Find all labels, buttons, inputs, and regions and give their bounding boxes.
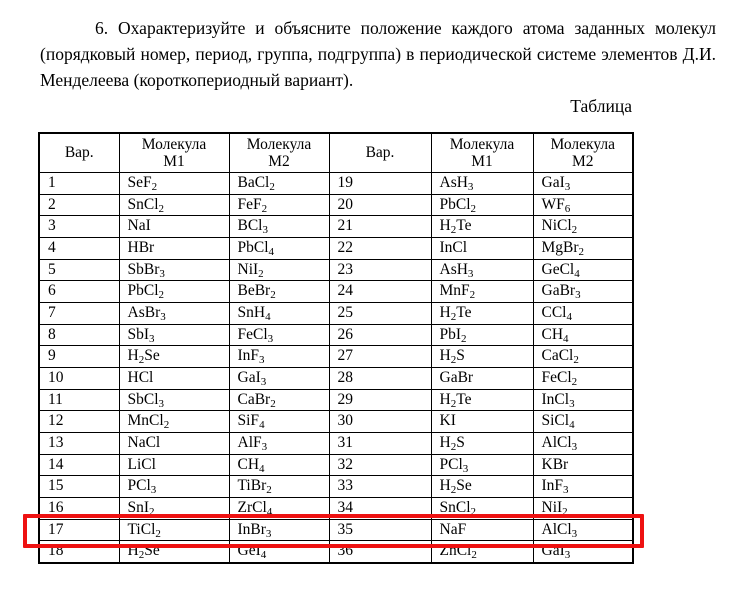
variant-cell: 29: [329, 389, 431, 411]
molecule-cell: PbCl$_4$: [229, 238, 329, 260]
molecule-cell: SnCl$_2$: [119, 194, 229, 216]
variant-cell: 17: [39, 519, 119, 541]
variant-cell: 4: [39, 238, 119, 260]
column-header-title: Молекула: [449, 135, 515, 153]
variant-cell: 5: [39, 259, 119, 281]
molecule-cell: $WF_6$: [533, 194, 633, 216]
variant-cell: 34: [329, 498, 431, 520]
problem-statement: 6. Охарактеризуйте и объясните положение каждого атома заданных молекул (порядковый номер, период, группа, подгруппа) в периодической системе элементов Д.И. Менделеева (короткопериодный вариант).: [40, 18, 716, 90]
molecule-cell: GaBr: [431, 368, 533, 390]
molecule-cell: CaBr$_2$: [229, 389, 329, 411]
variant-cell: 25: [329, 303, 431, 325]
column-header-title: Молекула: [246, 135, 312, 153]
variant-cell: 2: [39, 194, 119, 216]
molecule-cell: $CH_4$: [229, 454, 329, 476]
table-row: [39, 216, 633, 238]
molecule-cell: NaI: [119, 216, 229, 238]
molecule-cell: $H_2S$: [431, 433, 533, 455]
variant-cell: 15: [39, 476, 119, 498]
molecule-cell: SbBr$_3$: [119, 259, 229, 281]
variant-cell: 6: [39, 281, 119, 303]
variant-cell: 13: [39, 433, 119, 455]
column-header-subtitle: М1: [163, 153, 185, 170]
molecule-cell: $H_2S$: [431, 346, 533, 368]
column-header-subtitle: М2: [268, 153, 290, 170]
variant-cell: 1: [39, 173, 119, 195]
column-header-title: Вар.: [64, 144, 94, 162]
molecule-cell: LiCl: [119, 454, 229, 476]
molecule-cell: $H_2Se$: [119, 346, 229, 368]
variants-table: [38, 132, 634, 564]
variant-cell: 7: [39, 303, 119, 325]
table-row: [39, 281, 633, 303]
molecule-cell: SbI$_3$: [119, 324, 229, 346]
molecule-cell: MgBr$_2$: [533, 238, 633, 260]
molecule-cell: HBr: [119, 238, 229, 260]
molecule-cell: InCl: [431, 238, 533, 260]
table-row: [39, 411, 633, 433]
table-header: [39, 133, 633, 173]
variant-cell: 27: [329, 346, 431, 368]
molecule-cell: CaCl$_2$: [533, 346, 633, 368]
molecule-cell: HCl: [119, 368, 229, 390]
column-header: [329, 133, 431, 173]
molecule-cell: FeF$_2$: [229, 194, 329, 216]
variant-cell: 18: [39, 541, 119, 563]
variant-cell: 10: [39, 368, 119, 390]
variant-cell: 19: [329, 173, 431, 195]
molecule-cell: KI: [431, 411, 533, 433]
variant-cell: 8: [39, 324, 119, 346]
column-header: [39, 133, 119, 173]
molecule-cell: GaI$_3$: [229, 368, 329, 390]
table-caption: Таблица: [570, 96, 632, 116]
molecule-cell: PbCl$_2$: [431, 194, 533, 216]
table-row: [39, 519, 633, 541]
molecule-cell: PbCl$_2$: [119, 281, 229, 303]
molecule-cell: BCl$_3$: [229, 216, 329, 238]
variant-cell: 36: [329, 541, 431, 563]
molecule-cell: AsH$_3$: [431, 173, 533, 195]
molecule-cell: GaI$_3$: [533, 173, 633, 195]
column-header-subtitle: М2: [571, 153, 594, 170]
molecule-cell: $H_2Se$: [119, 541, 229, 563]
variant-cell: 23: [329, 259, 431, 281]
variant-cell: 30: [329, 411, 431, 433]
molecule-cell: ZrCl$_4$: [229, 498, 329, 520]
table-row: [39, 476, 633, 498]
molecule-cell: GeCl$_4$: [533, 259, 633, 281]
molecule-cell: $H_2Te$: [431, 303, 533, 325]
variant-cell: 24: [329, 281, 431, 303]
molecule-cell: CCl$_4$: [533, 303, 633, 325]
molecule-cell: GaI$_3$: [533, 541, 633, 563]
molecule-cell: FeCl$_3$: [229, 324, 329, 346]
molecule-cell: $H_2Te$: [431, 389, 533, 411]
table-row: [39, 194, 633, 216]
table-row: [39, 238, 633, 260]
molecule-cell: NiI$_2$: [533, 498, 633, 520]
table-row: [39, 324, 633, 346]
molecule-cell: NaF: [431, 519, 533, 541]
molecule-cell: SiF$_4$: [229, 411, 329, 433]
molecule-cell: SnI$_2$: [119, 498, 229, 520]
variant-cell: 32: [329, 454, 431, 476]
table-row: [39, 259, 633, 281]
molecule-cell: NiI$_2$: [229, 259, 329, 281]
column-header: [533, 133, 633, 173]
molecule-cell: InCl$_3$: [533, 389, 633, 411]
variant-cell: 12: [39, 411, 119, 433]
variant-cell: 20: [329, 194, 431, 216]
column-header-title: Вар.: [365, 144, 395, 162]
table-row: [39, 346, 633, 368]
molecule-cell: InBr$_3$: [229, 519, 329, 541]
table-row: [39, 433, 633, 455]
molecule-cell: AsBr$_3$: [119, 303, 229, 325]
variant-cell: 16: [39, 498, 119, 520]
molecule-cell: BaCl$_2$: [229, 173, 329, 195]
column-header: [431, 133, 533, 173]
molecule-cell: InF$_3$: [229, 346, 329, 368]
column-header-title: Молекула: [141, 135, 207, 153]
molecule-cell: TiCl$_2$: [119, 519, 229, 541]
molecule-cell: SnCl$_2$: [431, 498, 533, 520]
molecule-cell: PCl$_3$: [431, 454, 533, 476]
molecule-cell: MnF$_2$: [431, 281, 533, 303]
molecule-cell: GaBr$_3$: [533, 281, 633, 303]
table-row: [39, 368, 633, 390]
variant-cell: 28: [329, 368, 431, 390]
variant-cell: 21: [329, 216, 431, 238]
molecule-cell: SiCl$_4$: [533, 411, 633, 433]
molecule-cell: SnH$_4$: [229, 303, 329, 325]
column-header: [229, 133, 329, 173]
variant-cell: 31: [329, 433, 431, 455]
variant-cell: 3: [39, 216, 119, 238]
variant-cell: 26: [329, 324, 431, 346]
variant-cell: 11: [39, 389, 119, 411]
column-header-title: Молекула: [550, 135, 616, 153]
header-row: [39, 133, 633, 173]
column-header: [119, 133, 229, 173]
molecule-cell: AsH$_3$: [431, 259, 533, 281]
table-row: [39, 454, 633, 476]
molecule-cell: TiBr$_2$: [229, 476, 329, 498]
molecule-cell: NaCl: [119, 433, 229, 455]
table-row: [39, 389, 633, 411]
table-body: [39, 173, 633, 564]
molecule-cell: MnCl$_2$: [119, 411, 229, 433]
variant-cell: 22: [329, 238, 431, 260]
molecule-cell: ZnCl$_2$: [431, 541, 533, 563]
variant-cell: 14: [39, 454, 119, 476]
molecule-cell: FeCl$_2$: [533, 368, 633, 390]
molecule-cell: SbCl$_3$: [119, 389, 229, 411]
highlighted-table-row: [39, 541, 633, 563]
variant-cell: 33: [329, 476, 431, 498]
molecule-cell: AlF$_3$: [229, 433, 329, 455]
table-row: [39, 498, 633, 520]
variant-cell: 35: [329, 519, 431, 541]
molecule-cell: $CH_4$: [533, 324, 633, 346]
molecule-cell: $H_2Se$: [431, 476, 533, 498]
molecule-cell: PbI$_2$: [431, 324, 533, 346]
molecule-cell: PCl$_3$: [119, 476, 229, 498]
molecule-cell: NiCl$_2$: [533, 216, 633, 238]
molecule-cell: BeBr$_2$: [229, 281, 329, 303]
table-row: [39, 173, 633, 195]
molecule-cell: SeF$_2$: [119, 173, 229, 195]
molecule-cell: AlCl$_3$: [533, 433, 633, 455]
molecule-cell: $H_2Te$: [431, 216, 533, 238]
column-header-subtitle: М1: [471, 153, 493, 170]
table-row: [39, 303, 633, 325]
molecule-cell: AlCl$_3$: [533, 519, 633, 541]
molecule-cell: InF$_3$: [533, 476, 633, 498]
molecule-cell: KBr: [533, 454, 633, 476]
molecule-cell: GeI$_4$: [229, 541, 329, 563]
variant-cell: 9: [39, 346, 119, 368]
